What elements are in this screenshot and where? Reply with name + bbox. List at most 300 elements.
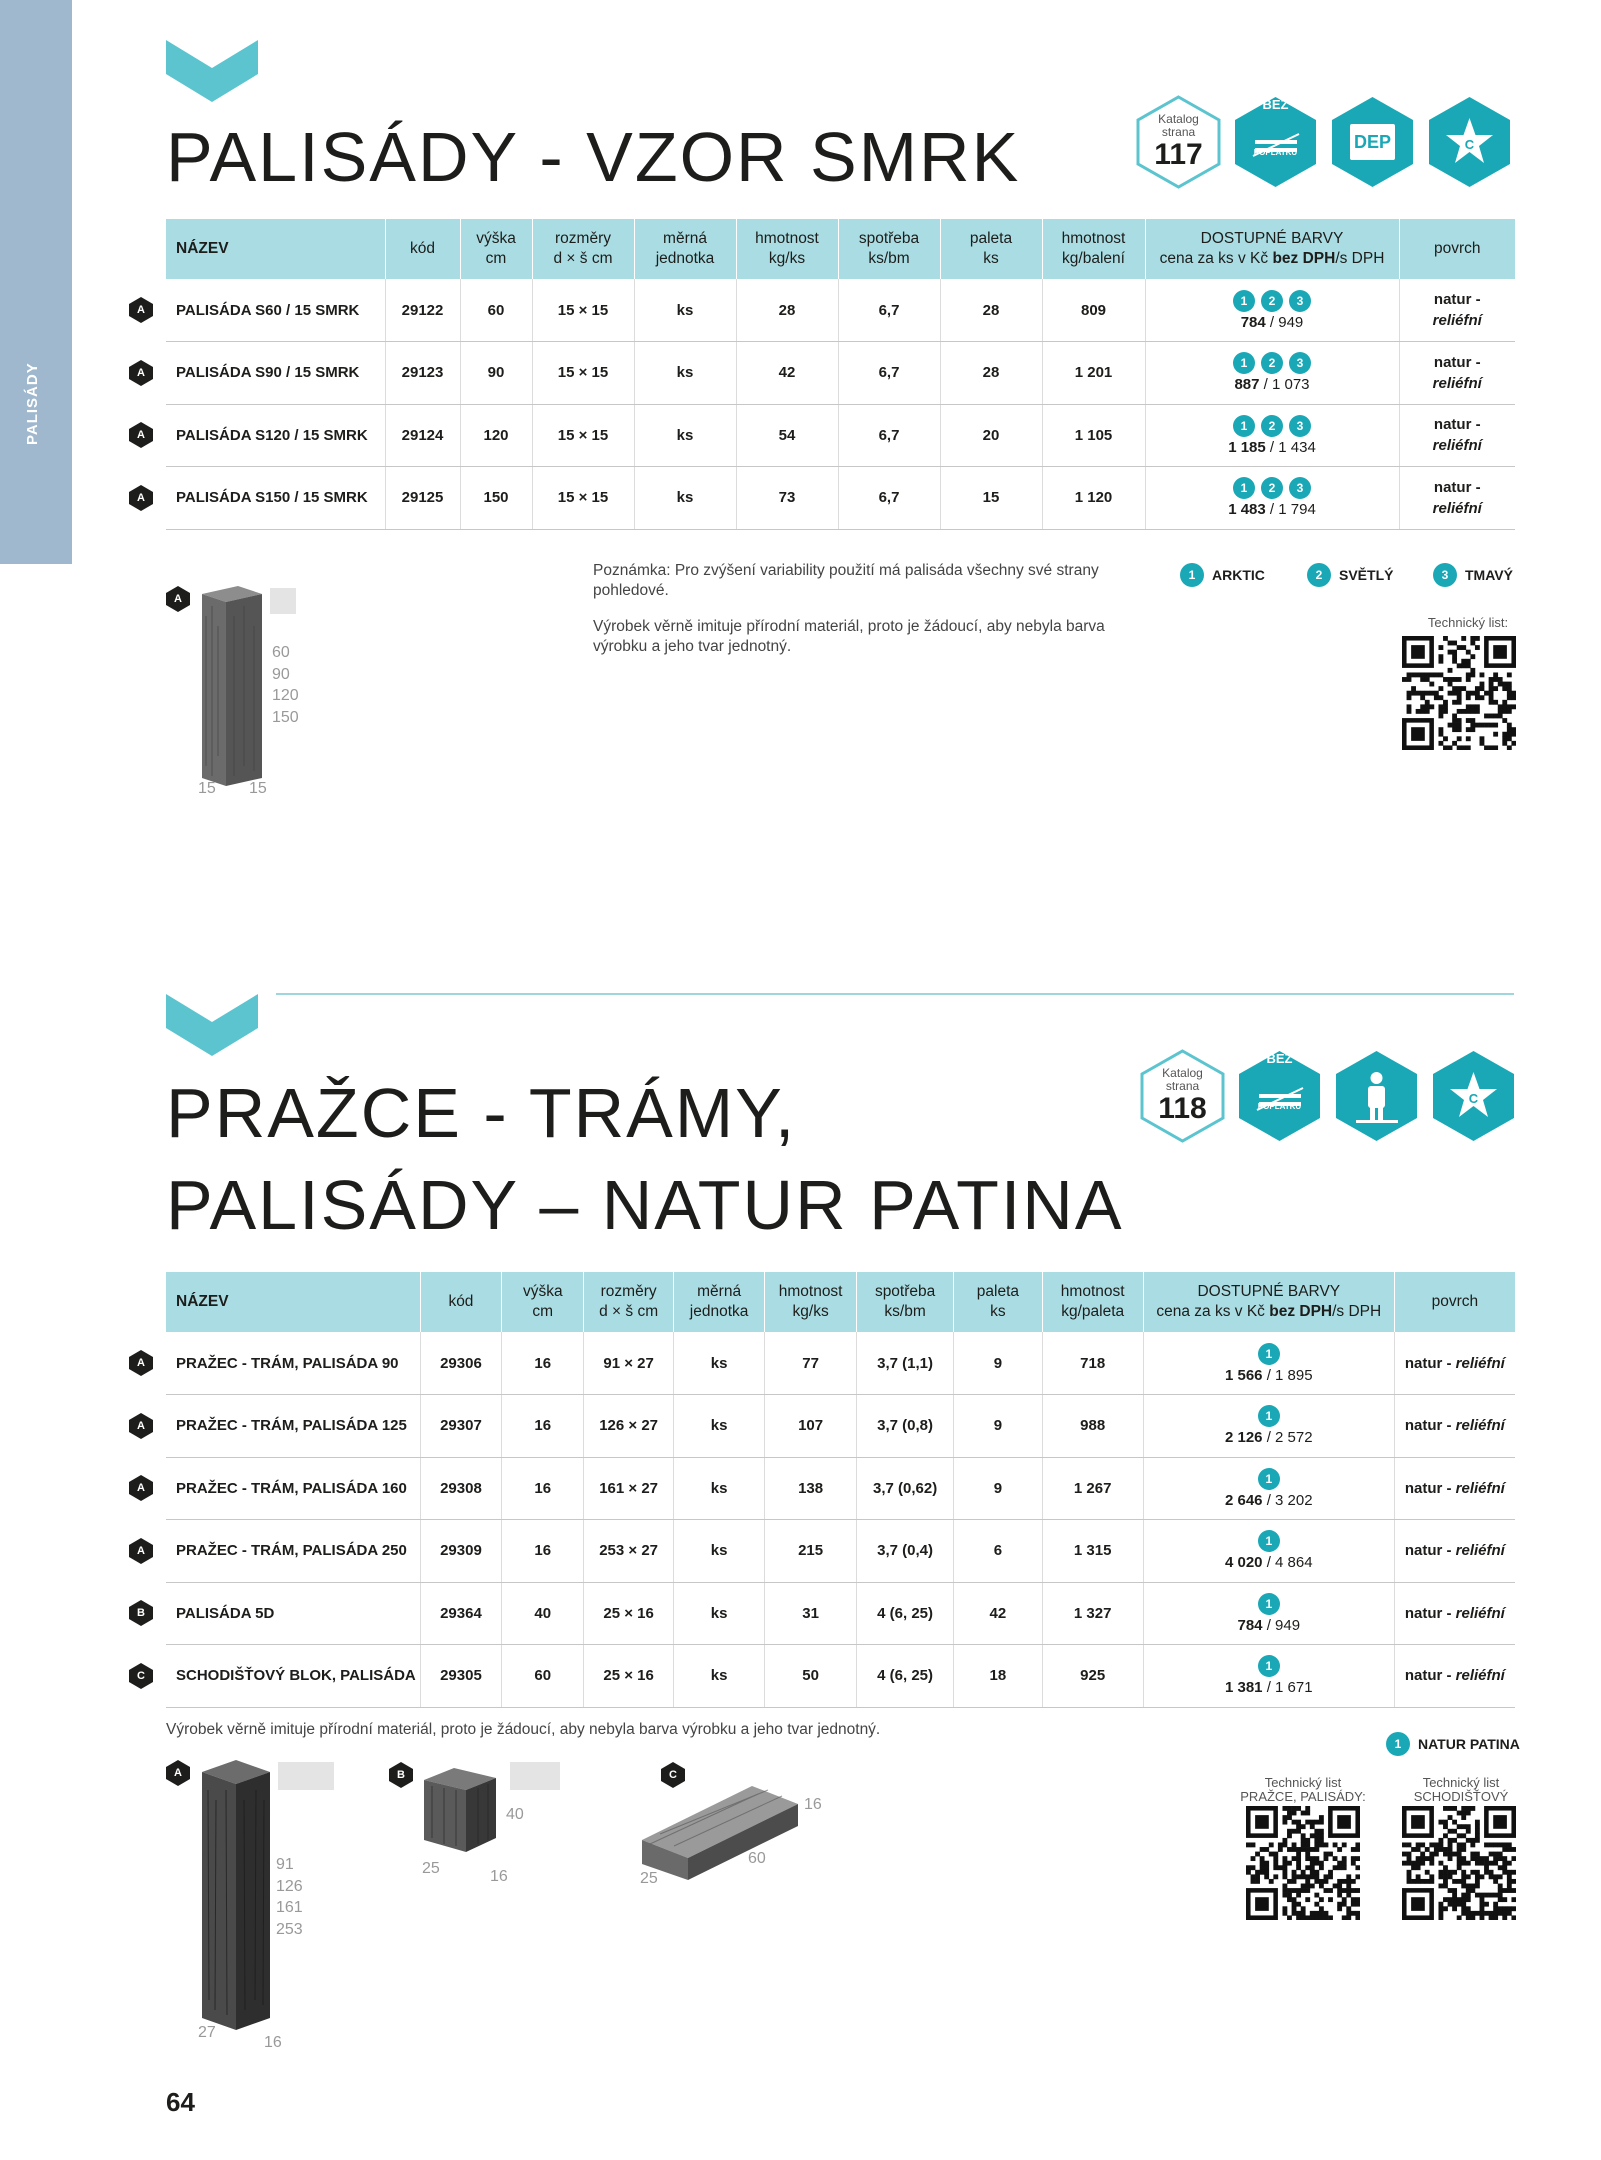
cell-weight-pack: 1 120	[1042, 467, 1145, 530]
cell-consumption: 3,7 (0,4)	[856, 1520, 953, 1583]
surface-label: natur -	[1433, 416, 1481, 434]
color-dot: 1	[1258, 1530, 1280, 1552]
cell-pallet: 28	[940, 342, 1042, 405]
cell-consumption: 6,7	[838, 404, 940, 467]
price-no-vat: 2 126	[1224, 1429, 1263, 1447]
cell-height: 16	[502, 1457, 584, 1520]
cell-code: 29122	[385, 279, 460, 342]
bez-label: BEZ	[1262, 97, 1289, 112]
color-dot: 1	[1258, 1405, 1280, 1427]
row-badge-label: A	[137, 1544, 145, 1557]
row-badge-a	[128, 360, 154, 386]
cell-name: PALISÁDA S60 / 15 SMRK	[166, 279, 385, 342]
cell-surface	[1394, 1582, 1515, 1645]
cell-weight-pack: 718	[1042, 1332, 1143, 1395]
cell-weight-pack: 1 105	[1042, 404, 1145, 467]
col-colors-l2c: /s DPH	[1335, 250, 1385, 267]
col-unit[interactable]	[673, 1272, 764, 1332]
col-dims-l1: rozměry	[555, 230, 611, 247]
surface-type: reliéfní	[1455, 1479, 1505, 1497]
cell-weight: 107	[765, 1395, 857, 1458]
col-unit-l1: měrná	[663, 230, 707, 247]
c-label: C	[1464, 136, 1475, 152]
price-with-vat: / 949	[1265, 313, 1304, 331]
cell-surface	[1394, 1332, 1515, 1395]
cell-colors	[1145, 342, 1399, 405]
col-colors[interactable]	[1145, 219, 1399, 279]
cell-unit: ks	[673, 1332, 764, 1395]
cell-weight: 138	[765, 1457, 857, 1520]
cell-height: 90	[460, 342, 532, 405]
star-c-icon	[1429, 1048, 1518, 1144]
row-badge-label: A	[137, 1357, 145, 1370]
note-variability: Poznámka: Pro zvýšení variability použití má palisáda všechny své strany pohledové.	[593, 562, 1099, 599]
cell-colors	[1145, 467, 1399, 530]
cell-pallet: 15	[940, 467, 1042, 530]
color-dot: 1	[1258, 1468, 1280, 1490]
cell-weight: 77	[765, 1332, 857, 1395]
col-surface[interactable]: povrch	[1399, 219, 1515, 279]
col-code[interactable]: kód	[385, 219, 460, 279]
cell-colors	[1143, 1395, 1394, 1458]
color-dot: 1	[1258, 1655, 1280, 1677]
cell-weight: 215	[765, 1520, 857, 1583]
cell-dims: 25 × 16	[584, 1645, 673, 1708]
cell-weight: 28	[736, 279, 838, 342]
table-row[interactable]	[166, 342, 1515, 405]
dim-h: 161	[276, 1899, 303, 1916]
price-with-vat: / 4 864	[1262, 1554, 1313, 1572]
product-badge-label: B	[397, 1769, 405, 1781]
cell-weight-pack: 1 267	[1042, 1457, 1143, 1520]
col-dims-l1: rozměry	[600, 1283, 657, 1300]
cell-consumption: 4 (6, 25)	[856, 1645, 953, 1708]
row-badge-label: A	[137, 491, 145, 504]
table-row[interactable]	[166, 404, 1515, 467]
cell-weight: 50	[765, 1645, 857, 1708]
legend-label: ARKTIC	[1212, 567, 1265, 583]
product-badge-label: A	[174, 593, 182, 605]
price-with-vat: / 1 895	[1262, 1366, 1313, 1384]
surface-label: natur -	[1404, 1479, 1456, 1497]
col-weight-pack[interactable]	[1042, 219, 1145, 279]
surface-label: natur -	[1433, 291, 1481, 308]
price-no-vat: 2 646	[1224, 1491, 1263, 1509]
table-row[interactable]	[166, 279, 1515, 342]
chevron-down-icon	[166, 994, 258, 1056]
cell-height: 16	[502, 1395, 584, 1458]
color-swatch	[278, 1762, 334, 1790]
tech-l1: Technický list	[1422, 1775, 1500, 1790]
cell-dims: 25 × 16	[584, 1582, 673, 1645]
col-pal-l1: paleta	[976, 1283, 1020, 1300]
price-with-vat: / 1 794	[1265, 501, 1316, 519]
col-colors-l2a: cena za ks v Kč	[1156, 1303, 1270, 1320]
cell-colors	[1143, 1520, 1394, 1583]
row-badge-a	[128, 297, 154, 323]
col-weight-l2: kg/ks	[768, 250, 806, 267]
cell-surface	[1394, 1645, 1515, 1708]
col-unit-l2: jednotka	[689, 1303, 749, 1320]
col-pal-l1: paleta	[969, 230, 1013, 247]
col-unit-l1: měrná	[697, 1283, 742, 1300]
catalog-label: Katalog	[1158, 112, 1199, 126]
product-image-palisada-smrk	[198, 586, 264, 786]
col-code[interactable]: kód	[420, 1272, 501, 1332]
col-wb-l2: kg/paleta	[1061, 1303, 1125, 1320]
cell-colors	[1143, 1332, 1394, 1395]
cell-surface	[1394, 1395, 1515, 1458]
catalog-page-number: 117	[1154, 138, 1203, 171]
col-pallet[interactable]	[954, 1272, 1042, 1332]
price-no-vat: 887	[1234, 376, 1260, 394]
cell-surface	[1394, 1520, 1515, 1583]
table-row[interactable]	[166, 467, 1515, 530]
catalog-page-badge[interactable]	[1134, 94, 1223, 190]
dim-h: 120	[272, 687, 299, 704]
row-badge-b	[128, 1600, 154, 1626]
note-imitation-2: Výrobek věrně imituje přírodní materiál, proto je žádoucí, aby nebyla barva výrobku a jeho tvar jednotný.	[166, 1721, 881, 1738]
price-with-vat: / 1 671	[1262, 1679, 1313, 1697]
cell-pallet: 28	[940, 279, 1042, 342]
product-badge-a	[165, 586, 191, 612]
surface-type: reliéfní	[1432, 312, 1482, 329]
row-badge-label: A	[137, 1419, 145, 1432]
cell-name: PRAŽEC - TRÁM, PALISÁDA 250	[166, 1520, 420, 1583]
price-no-vat: 784	[1240, 313, 1266, 331]
row-badge-a	[128, 1413, 154, 1439]
row-badge-a	[128, 422, 154, 448]
dim-height: 16	[804, 1796, 822, 1813]
dim-h: 90	[272, 665, 290, 683]
surface-type: reliéfní	[1455, 1667, 1505, 1685]
sidebar-label: PALISÁDY	[24, 362, 41, 445]
col-name[interactable]: NÁZEV	[166, 219, 385, 279]
dim-h: 150	[272, 708, 299, 726]
cell-consumption: 6,7	[838, 279, 940, 342]
color-dot: 1	[1233, 415, 1255, 437]
row-badge-label: A	[137, 366, 145, 379]
table-row[interactable]	[166, 1332, 1515, 1395]
cell-weight: 54	[736, 404, 838, 467]
cell-weight: 42	[736, 342, 838, 405]
row-badge-label: A	[137, 1482, 145, 1495]
cell-colors	[1143, 1645, 1394, 1708]
cell-weight: 73	[736, 467, 838, 530]
surface-label: natur -	[1404, 1667, 1456, 1685]
color-dot: 1	[1233, 352, 1255, 374]
cell-weight-pack: 988	[1042, 1395, 1143, 1458]
table-header	[166, 1272, 1515, 1332]
legend-dot: 2	[1307, 563, 1331, 587]
col-wb-l1: hmotnost	[1060, 1283, 1125, 1300]
col-pal-l2: ks	[983, 250, 999, 267]
legend-label: TMAVÝ	[1465, 567, 1513, 583]
cell-unit: ks	[673, 1520, 764, 1583]
cell-height: 60	[502, 1645, 584, 1708]
color-dot: 3	[1289, 352, 1311, 374]
tech-sheet-label-1	[1238, 1776, 1368, 1804]
color-dot: 3	[1289, 290, 1311, 312]
tech-l2: SCHODIŠŤOVÝ	[1413, 1789, 1509, 1804]
cell-code: 29124	[385, 404, 460, 467]
cell-code: 29125	[385, 467, 460, 530]
cell-dims: 91 × 27	[584, 1332, 673, 1395]
color-dot: 2	[1261, 352, 1283, 374]
col-colors-l2c: /s DPH	[1332, 1303, 1382, 1320]
cell-weight-pack: 925	[1042, 1645, 1143, 1708]
cell-code: 29309	[420, 1520, 501, 1583]
table-row[interactable]	[166, 1520, 1515, 1583]
cell-code: 29364	[420, 1582, 501, 1645]
surface-type: reliéfní	[1432, 499, 1482, 517]
cell-height: 120	[460, 404, 532, 467]
color-dot: 1	[1233, 290, 1255, 312]
surface-label: natur -	[1433, 478, 1481, 496]
cell-name: PALISÁDA S120 / 15 SMRK	[166, 404, 385, 467]
dim-width: 15	[198, 780, 216, 797]
dim-width: 27	[198, 2024, 216, 2041]
col-name[interactable]: NÁZEV	[166, 1272, 420, 1332]
dim-h: 91	[276, 1856, 294, 1873]
color-swatch	[270, 588, 296, 614]
bez-poplatku-icon	[1235, 1048, 1324, 1144]
color-dot: 1	[1258, 1593, 1280, 1615]
price-no-vat: 784	[1237, 1616, 1263, 1634]
bez-poplatku-icon	[1231, 94, 1320, 190]
col-dims-l2: d × š cm	[553, 250, 613, 267]
col-weight[interactable]	[736, 219, 838, 279]
table-row[interactable]	[166, 1582, 1515, 1645]
catalog-page-badge[interactable]	[1138, 1048, 1227, 1144]
cell-code: 29308	[420, 1457, 501, 1520]
catalog-page-number: 118	[1158, 1092, 1207, 1125]
color-swatch	[510, 1762, 560, 1790]
product-badge-label: A	[174, 1767, 182, 1779]
catalog-label-2: strana	[1165, 1079, 1200, 1093]
dim-height: 40	[506, 1806, 524, 1823]
cell-unit: ks	[673, 1457, 764, 1520]
cell-surface	[1394, 1457, 1515, 1520]
section-title-prazce-line1: PRAŽCE - TRÁMY,	[166, 1074, 797, 1152]
dim-depth: 16	[490, 1868, 508, 1885]
legend-dot: 1	[1180, 563, 1204, 587]
surface-label: natur -	[1404, 1354, 1456, 1372]
cell-pallet: 9	[954, 1332, 1042, 1395]
dim-width: 25	[640, 1870, 658, 1887]
surface-type: reliéfní	[1455, 1604, 1505, 1622]
color-dot: 2	[1261, 415, 1283, 437]
cell-name: SCHODIŠŤOVÝ BLOK, PALISÁDA	[166, 1645, 420, 1708]
col-cons-l1: spotřeba	[874, 1283, 936, 1300]
surface-label: natur -	[1404, 1417, 1456, 1435]
cell-colors	[1145, 404, 1399, 467]
color-dot: 2	[1261, 477, 1283, 499]
row-badge-label: C	[137, 1669, 145, 1682]
cell-unit: ks	[634, 467, 736, 530]
surface-type: reliéfní	[1455, 1354, 1505, 1372]
col-cons-l2: ks/bm	[884, 1303, 926, 1320]
legend-item-natur-patina	[1386, 1732, 1520, 1756]
dims-heights-2	[276, 1854, 303, 1940]
surface-label: natur -	[1404, 1542, 1456, 1560]
cell-height: 150	[460, 467, 532, 530]
tech-l2: PRAŽCE, PALISÁDY:	[1240, 1789, 1366, 1804]
qr-code-schodistovy-blok[interactable]	[1402, 1806, 1516, 1920]
tech-l1: Technický list	[1264, 1775, 1342, 1790]
col-weight-l1: hmotnost	[778, 1283, 843, 1300]
cell-surface	[1399, 467, 1515, 530]
color-dot: 1	[1233, 477, 1255, 499]
qr-code-prazce[interactable]	[1246, 1806, 1360, 1920]
col-weight-pallet[interactable]	[1042, 1272, 1143, 1332]
dim-depth: 15	[249, 780, 267, 797]
col-height[interactable]	[502, 1272, 584, 1332]
price-with-vat: / 1 073	[1259, 376, 1310, 394]
cell-dims: 15 × 15	[532, 342, 634, 405]
surface-label: natur -	[1404, 1604, 1456, 1622]
cell-dims: 253 × 27	[584, 1520, 673, 1583]
dims-heights-1	[272, 642, 299, 728]
cell-name: PALISÁDA S150 / 15 SMRK	[166, 467, 385, 530]
table-row[interactable]	[166, 1645, 1515, 1708]
price-with-vat: / 1 434	[1265, 438, 1316, 456]
color-dot: 3	[1289, 415, 1311, 437]
col-surface[interactable]: povrch	[1394, 1272, 1515, 1332]
cell-consumption: 6,7	[838, 342, 940, 405]
cell-weight-pack: 1 315	[1042, 1520, 1143, 1583]
cell-height: 40	[502, 1582, 584, 1645]
price-with-vat: / 949	[1262, 1616, 1301, 1634]
col-height-l2: cm	[485, 250, 507, 267]
table-row[interactable]	[166, 1457, 1515, 1520]
cell-surface	[1399, 404, 1515, 467]
cell-unit: ks	[673, 1645, 764, 1708]
note-imitation: Výrobek věrně imituje přírodní materiál, proto je žádoucí, aby nebyla barva výrobku a jeho tvar jednotný.	[593, 618, 1105, 655]
table-row[interactable]	[166, 1395, 1515, 1458]
cell-dims: 161 × 27	[584, 1457, 673, 1520]
surface-label: natur -	[1433, 353, 1481, 371]
dim-width: 25	[422, 1860, 440, 1877]
cell-pallet: 6	[954, 1520, 1042, 1583]
badge-row-2	[1138, 1048, 1518, 1144]
poplatku-label: POPLATKU	[1253, 148, 1298, 157]
legend-dot: 1	[1386, 1732, 1410, 1756]
price-no-vat: 1 566	[1224, 1366, 1263, 1384]
cell-colors	[1145, 279, 1399, 342]
table-header	[166, 219, 1515, 279]
col-dims[interactable]	[584, 1272, 673, 1332]
col-unit-l2: jednotka	[655, 250, 715, 267]
col-consumption[interactable]	[838, 219, 940, 279]
row-badge-a	[128, 1538, 154, 1564]
dim-h: 60	[272, 644, 290, 661]
col-weight-l1: hmotnost	[755, 230, 819, 247]
legend-item-svetly	[1307, 563, 1393, 587]
cell-consumption: 3,7 (0,62)	[856, 1457, 953, 1520]
cell-pallet: 20	[940, 404, 1042, 467]
col-height-l2: cm	[532, 1303, 554, 1320]
col-consumption[interactable]	[856, 1272, 953, 1332]
cell-name: PALISÁDA S90 / 15 SMRK	[166, 342, 385, 405]
cell-unit: ks	[634, 279, 736, 342]
col-unit[interactable]	[634, 219, 736, 279]
col-colors-l2b: bez DPH	[1269, 1303, 1333, 1320]
dep-label: DEP	[1353, 131, 1391, 152]
color-dot: 2	[1261, 290, 1283, 312]
legend-item-arktic	[1180, 563, 1265, 587]
person-icon	[1332, 1048, 1421, 1144]
catalog-label: Katalog	[1162, 1066, 1203, 1080]
col-cons-l2: ks/bm	[868, 250, 910, 267]
bez-label: BEZ	[1266, 1051, 1293, 1066]
cell-code: 29123	[385, 342, 460, 405]
price-no-vat: 1 185	[1228, 438, 1266, 456]
row-badge-a	[128, 1350, 154, 1376]
chevron-down-icon	[166, 40, 258, 102]
cell-name: PALISÁDA 5D	[166, 1582, 420, 1645]
cell-weight-pack: 1 201	[1042, 342, 1145, 405]
col-height-l1: výška	[476, 230, 516, 247]
dep-icon	[1328, 94, 1417, 190]
col-colors-l2a: cena za ks v Kč	[1159, 250, 1273, 267]
c-label: C	[1468, 1090, 1479, 1106]
cell-consumption: 3,7 (0,8)	[856, 1395, 953, 1458]
cell-name: PRAŽEC - TRÁM, PALISÁDA 160	[166, 1457, 420, 1520]
price-with-vat: / 2 572	[1262, 1429, 1313, 1447]
cell-height: 60	[460, 279, 532, 342]
dim-h: 126	[276, 1877, 303, 1895]
cell-weight-pack: 1 327	[1042, 1582, 1143, 1645]
col-dims[interactable]	[532, 219, 634, 279]
badge-row-1	[1134, 94, 1514, 190]
col-colors-l1: DOSTUPNÉ BARVY	[1197, 1283, 1341, 1300]
col-pallet[interactable]	[940, 219, 1042, 279]
dim-depth: 16	[264, 2034, 282, 2051]
cell-consumption: 3,7 (1,1)	[856, 1332, 953, 1395]
row-badge-a	[128, 485, 154, 511]
cell-colors	[1143, 1582, 1394, 1645]
price-no-vat: 1 483	[1228, 501, 1266, 519]
col-weight-l2: kg/ks	[792, 1303, 829, 1320]
row-badge-c	[128, 1663, 154, 1689]
col-colors-l1: DOSTUPNÉ BARVY	[1200, 230, 1344, 247]
col-colors[interactable]	[1143, 1272, 1394, 1332]
col-pal-l2: ks	[990, 1303, 1006, 1320]
sidebar-tab[interactable]	[0, 0, 72, 564]
surface-type: reliéfní	[1455, 1542, 1505, 1560]
qr-code-tech-sheet[interactable]	[1402, 636, 1516, 750]
col-height[interactable]	[460, 219, 532, 279]
cell-pallet: 9	[954, 1395, 1042, 1458]
cell-code: 29307	[420, 1395, 501, 1458]
cell-colors	[1143, 1457, 1394, 1520]
cell-pallet: 18	[954, 1645, 1042, 1708]
table-palisady	[166, 219, 1515, 530]
legend-dot: 3	[1433, 563, 1457, 587]
col-weight[interactable]	[765, 1272, 857, 1332]
surface-type: reliéfní	[1455, 1417, 1505, 1435]
price-with-vat: / 3 202	[1262, 1491, 1313, 1509]
col-wb-l1: hmotnost	[1061, 230, 1126, 247]
cell-unit: ks	[634, 404, 736, 467]
cell-height: 16	[502, 1520, 584, 1583]
row-badge-label: A	[137, 304, 145, 317]
page-number: 64	[166, 2087, 195, 2117]
cell-surface	[1399, 342, 1515, 405]
star-c-icon	[1425, 94, 1514, 190]
cell-unit: ks	[634, 342, 736, 405]
